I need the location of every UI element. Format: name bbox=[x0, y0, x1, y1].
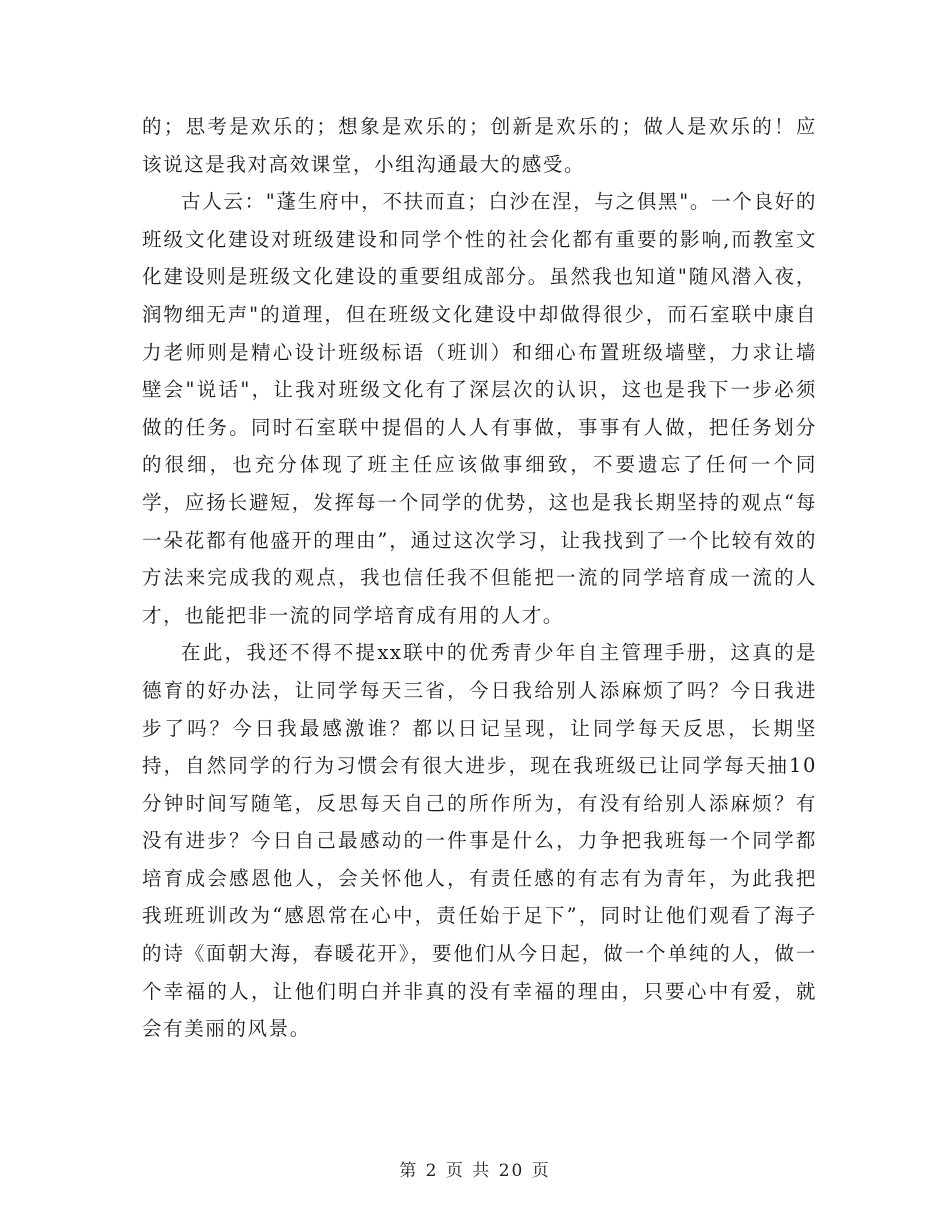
paragraph-1: 的；思考是欢乐的；想象是欢乐的；创新是欢乐的；做人是欢乐的！应该说这是我对高效课堂，小组沟通最大的感受。 bbox=[142, 115, 817, 176]
paragraph-2: 古人云："蓬生府中，不扶而直；白沙在涅，与之俱黑"。一个良好的班级文化建设对班级建设和同学个性的社会化都有重要的影响,而教室文化建设则是班级文化建设的重要组成部分。虽然我也知道"随风潜入夜，润物细无声"的道理，但在班级文化建设中却做得很少，而石室联中康自力老师则是精心设计班级标语（班训）和细心布置班级墙壁，力求让墙壁会"说话"，让我对班级文化有了深层次的认识，这也是我下一步必须做的任务。同时石室联中提倡的人人有事做，事事有人做，把任务划分的很细，也充分体现了班主任应该做事细致，不要遗忘了任何一个同学，应扬长避短，发挥每一个同学的优势，这也是我长期坚持的观点“每一朵花都有他盛开的理由”，通过这次学习，让我找到了一个比较有效的方法来完成我的观点，我也信任我不但能把一流的同学培育成一流的人才，也能把非一流的同学培育成有用的人才。 bbox=[142, 190, 817, 627]
page-footer: 第 2 页 共 20 页 bbox=[399, 1161, 551, 1181]
paragraph-3: 在此，我还不得不提xx联中的优秀青少年自主管理手册，这真的是德育的好办法，让同学每天三省，今日我给别人添麻烦了吗？今日我进步了吗？今日我最感激谁？都以日记呈现，让同学每天反思，长期坚持，自然同学的行为习惯会有很大进步，现在我班级已让同学每天抽10分钟时间写随笔，反思每天自己的所作所为，有没有给别人添麻烦？有没有进步？今日自己最感动的一件事是什么，力争把我班每一个同学都培育成会感恩他人，会关怀他人，有责任感的有志有为青年，为此我把我班班训改为“感恩常在心中，责任始于足下”，同时让他们观看了海子的诗《面朝大海，春暖花开》，要他们从今日起，做一个单纯的人，做一个幸福的人，让他们明白并非真的没有幸福的理由，只要心中有爱，就会有美丽的风景。 bbox=[142, 641, 817, 1041]
document-body bbox=[142, 108, 817, 1048]
